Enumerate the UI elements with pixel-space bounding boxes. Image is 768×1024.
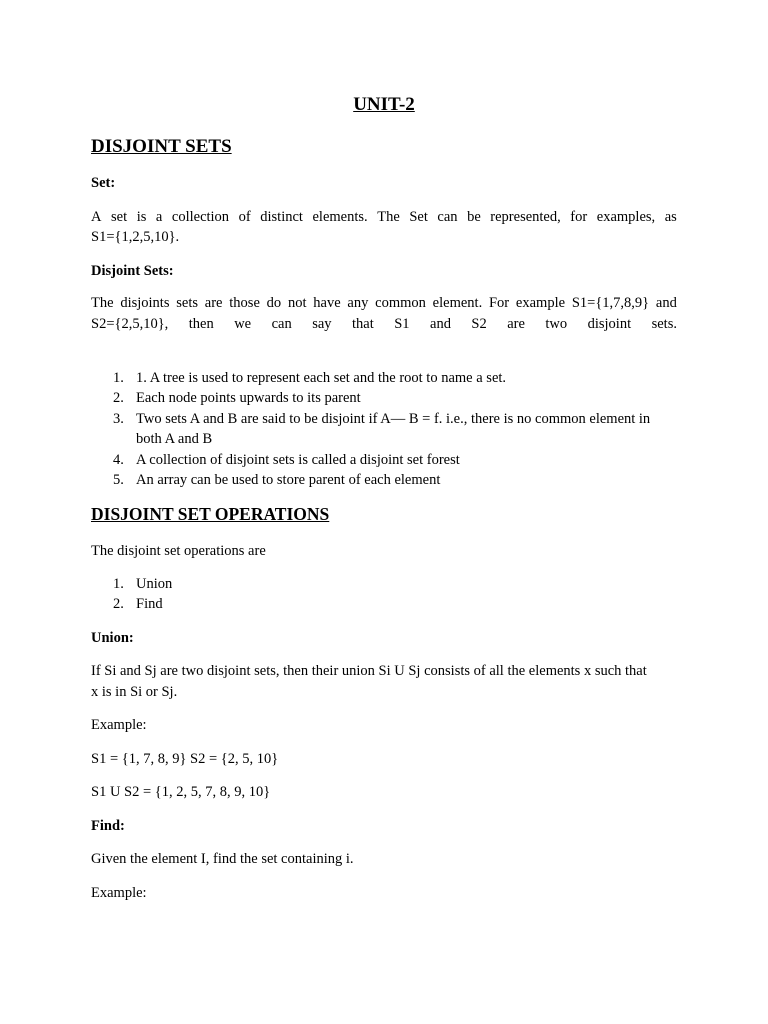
section-heading-disjoint-sets: DISJOINT SETS — [91, 136, 232, 157]
disjoint-definition-line1 — [91, 296, 677, 311]
word: do — [266, 295, 282, 311]
word: S2 — [471, 316, 487, 332]
section-heading-disjoint-set-operations: DISJOINT SET OPERATIONS — [91, 504, 330, 524]
operation-find: Find — [136, 596, 163, 612]
find-subheading: Find: — [91, 818, 125, 834]
list-number: 2. — [113, 390, 124, 406]
list-number: 1. — [113, 576, 124, 592]
word: examples, — [596, 209, 656, 225]
set-subheading: Set: — [91, 175, 116, 191]
list-number: 3. — [113, 411, 124, 427]
list-item: 1. A tree is used to represent each set and the root to name a set. — [136, 370, 507, 386]
word: S1={1,7,8,9} — [571, 295, 650, 311]
word: is — [136, 209, 147, 225]
find-example-label: Example: — [91, 885, 147, 901]
word: have — [313, 295, 341, 311]
word: A — [91, 209, 102, 225]
operation-union: Union — [136, 576, 173, 592]
list-item: An array can be used to store parent of each element — [136, 472, 441, 488]
word: The — [377, 209, 400, 225]
find-definition: Given the element I, find the set containing i. — [91, 851, 354, 867]
word: represented, — [490, 209, 561, 225]
word: of — [238, 209, 251, 225]
word: S1 — [394, 316, 410, 332]
word: any — [347, 295, 369, 311]
list-item: Each node points upwards to its parent — [136, 390, 361, 406]
word: element. — [432, 295, 483, 311]
word: that — [352, 316, 374, 332]
word: Set — [409, 209, 428, 225]
word: are — [507, 316, 525, 332]
list-number: 1. — [113, 370, 124, 386]
set-definition-line2: S1={1,2,5,10}. — [91, 229, 180, 245]
example-union-result: S1 U S2 = {1, 2, 5, 7, 8, 9, 10} — [91, 784, 271, 800]
word: can — [271, 316, 292, 332]
word: and — [430, 316, 451, 332]
word: example — [515, 295, 566, 311]
word: For — [488, 295, 510, 311]
word: are — [204, 295, 223, 311]
unit-title: UNIT-2 — [353, 94, 415, 115]
word: we — [234, 316, 252, 332]
list-item: Two sets A and B are said to be disjoint if A— B = f. i.e., there is no common element in — [136, 411, 651, 427]
word: and — [655, 295, 677, 311]
union-definition-line2: x is in Si or Sj. — [91, 684, 178, 700]
union-definition-line1: If Si and Sj are two disjoint sets, then their union Si U Sj consists of all the elements x such that — [91, 663, 647, 679]
list-item: A collection of disjoint sets is called a disjoint set forest — [136, 452, 460, 468]
list-item-continuation: both A and B — [136, 431, 213, 447]
disjoint-definition-line2 — [91, 317, 677, 332]
word: can — [437, 209, 458, 225]
word: sets — [176, 295, 199, 311]
word: distinct — [260, 209, 303, 225]
word: then — [188, 316, 214, 332]
union-subheading: Union: — [91, 630, 134, 646]
word: disjoints — [120, 295, 170, 311]
word: a — [155, 209, 163, 225]
word: common — [375, 295, 426, 311]
operations-intro: The disjoint set operations are — [91, 543, 266, 559]
set-definition-line1 — [91, 210, 677, 225]
word: disjoint — [587, 316, 632, 332]
word: collection — [171, 209, 230, 225]
word: those — [229, 295, 260, 311]
word: set — [111, 209, 128, 225]
example-sets: S1 = {1, 7, 8, 9} S2 = {2, 5, 10} — [91, 751, 279, 767]
word: for — [570, 209, 588, 225]
word: S2={2,5,10}, — [91, 316, 169, 332]
word: not — [287, 295, 307, 311]
list-number: 2. — [113, 596, 124, 612]
word: two — [545, 316, 568, 332]
word: say — [312, 316, 332, 332]
disjoint-sets-subheading: Disjoint Sets: — [91, 263, 174, 279]
list-number: 5. — [113, 472, 124, 488]
word: as — [664, 209, 677, 225]
example-label: Example: — [91, 717, 147, 733]
word: be — [467, 209, 481, 225]
list-number: 4. — [113, 452, 124, 468]
word: The — [91, 295, 114, 311]
word: elements. — [312, 209, 368, 225]
word: sets. — [651, 316, 677, 332]
